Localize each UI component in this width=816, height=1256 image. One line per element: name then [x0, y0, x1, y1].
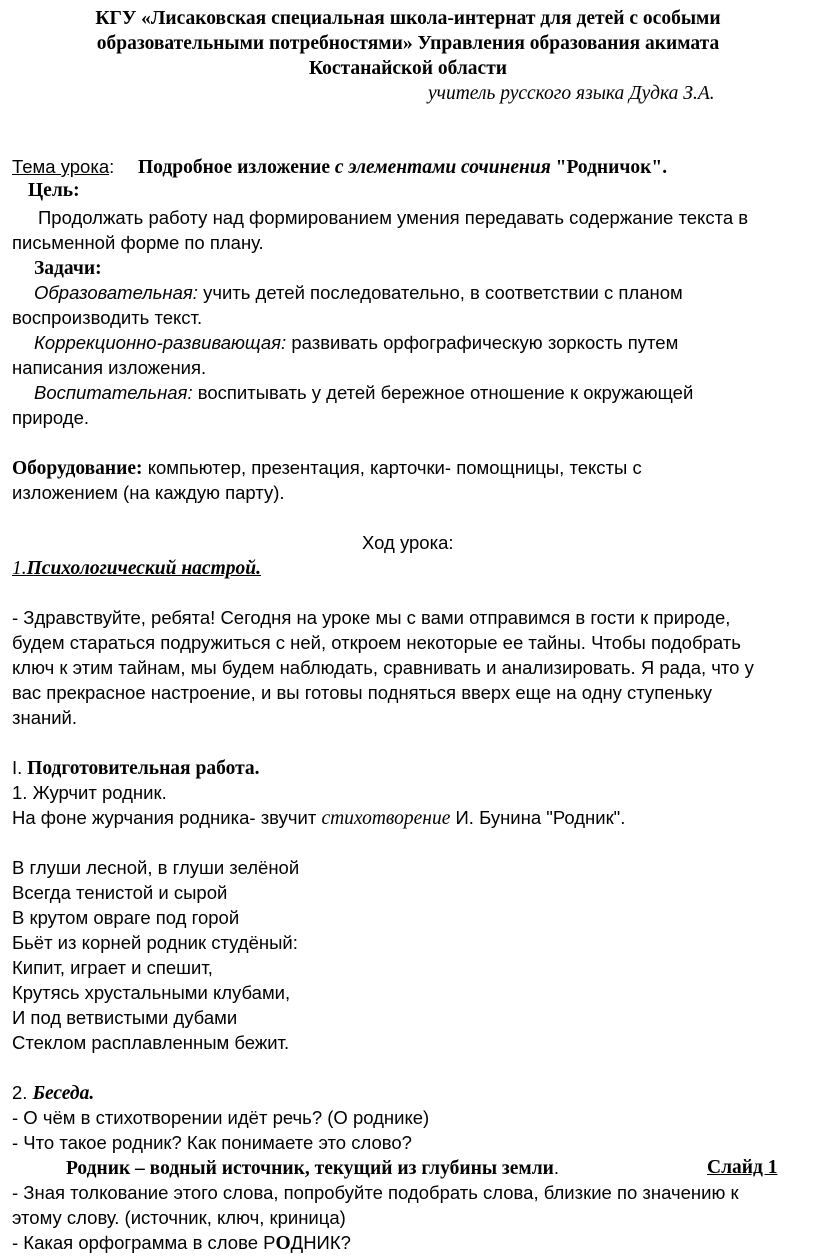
q4-suffix: ДНИК? [290, 1232, 351, 1253]
goal-heading: Цель: [28, 180, 80, 201]
definition-line [66, 1155, 559, 1181]
goal-line-2: письменной форме по плану. [12, 232, 264, 253]
poem-line-7: И под ветвистыми дубами [12, 1007, 238, 1028]
poem-line-5: Кипит, играет и спешит, [12, 957, 213, 978]
task-educational-1 [34, 280, 683, 305]
q4-prefix: - Какая орфограмма в слове Р [12, 1232, 276, 1253]
course-title: Ход урока: [362, 532, 454, 553]
section1-heading [12, 556, 261, 581]
topic-line [12, 154, 667, 180]
poem-line-8: Стеклом расплавленным бежит. [12, 1032, 290, 1053]
slide-label: Слайд 1 [707, 1157, 778, 1178]
task-upbringing-2: природе. [12, 407, 90, 428]
section1-para-2: будем стараться подружиться с ней, откроем некоторые ее тайны. Чтобы подобрать [12, 632, 741, 653]
section1-para-5: знаний. [12, 707, 78, 728]
section2-heading [12, 755, 260, 781]
section2-bg-text-2: И. Бунина "Родник". [450, 807, 626, 828]
conversation-q3-line-2: этому слову. (источник, ключ, криница) [12, 1207, 346, 1228]
task-educational-text: учить детей последовательно, в соответствии с планом [197, 282, 683, 303]
topic-title-bold: Подробное изложение [138, 157, 331, 178]
task-correctional-1 [34, 330, 678, 355]
section1-para-1: - Здравствуйте, ребята! Сегодня на уроке мы с вами отправимся в гости к природе, [12, 607, 731, 628]
conversation-heading [12, 1080, 94, 1106]
definition-text: Родник – водный источник, текущий из глубины земли [66, 1158, 554, 1179]
poem-line-1: В глуши лесной, в глуши зелёной [12, 857, 300, 878]
task-correctional-2: написания изложения. [12, 357, 207, 378]
goal-line-1: Продолжать работу над формированием умения передавать содержание текста в [38, 207, 749, 228]
topic-title-italic: с элементами сочинения [330, 157, 551, 178]
section2-title: Подготовительная работа. [22, 758, 260, 779]
equipment-label: Оборудование: [12, 458, 143, 479]
teacher-name: учитель русского языка Дудка З.А. [428, 83, 715, 104]
q4-highlight: О [275, 1233, 291, 1254]
conversation-q2: - Что такое родник? Как понимаете это слово? [12, 1132, 412, 1153]
topic-title-quote: "Родничок". [550, 157, 668, 178]
conversation-q3-line-1: - Зная толкование этого слова, попробуйте подобрать слова, близкие по значению к [12, 1182, 739, 1203]
conversation-q1: - О чём в стихотворении идёт речь? (О роднике) [12, 1107, 430, 1128]
section2-bg-italic: стихотворение [321, 808, 451, 829]
task-correctional-label: Коррекционно-развивающая: [34, 332, 287, 353]
conversation-title: Беседа. [32, 1083, 95, 1104]
task-upbringing-text: воспитывать у детей бережное отношение к окружающей [192, 382, 694, 403]
poem-line-6: Крутясь хрустальными клубами, [12, 982, 291, 1003]
section1-para-4: вас прекрасное настроение, и вы готовы подняться вверх еще на одну ступеньку [12, 682, 712, 703]
poem-line-3: В крутом овраге под горой [12, 907, 240, 928]
tasks-heading: Задачи: [34, 258, 102, 279]
header-line-3: Костанайской области [308, 58, 508, 79]
topic-label: Тема урока [12, 156, 110, 177]
task-correctional-text: развивать орфографическую зоркость путем [286, 332, 679, 353]
section1-title: Психологический настрой. [26, 558, 261, 579]
poem-line-4: Бьёт из корней родник студёный: [12, 932, 298, 953]
topic-label-wrap [12, 156, 114, 177]
task-upbringing-label: Воспитательная: [34, 382, 193, 403]
conversation-q4 [12, 1230, 351, 1256]
section1-number: 1. [12, 558, 27, 579]
header-line-1: КГУ «Лисаковская специальная школа-интернат для детей с особыми [95, 8, 721, 29]
task-educational-label: Образовательная: [34, 282, 198, 303]
task-educational-2: воспроизводить текст. [12, 307, 203, 328]
poem-line-2: Всегда тенистой и сырой [12, 882, 228, 903]
equipment-text-1: компьютер, презентация, карточки- помощницы, тексты с [142, 457, 642, 478]
section2-item-1: 1. Журчит родник. [12, 782, 167, 803]
task-upbringing-1 [34, 380, 693, 405]
section1-para-3: ключ к этим тайнам, мы будем наблюдать, сравнивать и анализировать. Я рада, что у [12, 657, 754, 678]
section2-bg-text-1: На фоне журчания родника- звучит [12, 807, 322, 828]
section2-background [12, 805, 625, 831]
equipment-line-2: изложением (на каждую парту). [12, 482, 285, 503]
definition-dot: . [553, 1157, 560, 1178]
equipment-line-1 [12, 455, 642, 481]
conversation-number: 2. [12, 1082, 33, 1103]
section2-number: I. [12, 757, 23, 778]
topic-colon: : [109, 156, 115, 177]
header-line-2: образовательными потребностями» Управления образования акимата [96, 33, 720, 54]
